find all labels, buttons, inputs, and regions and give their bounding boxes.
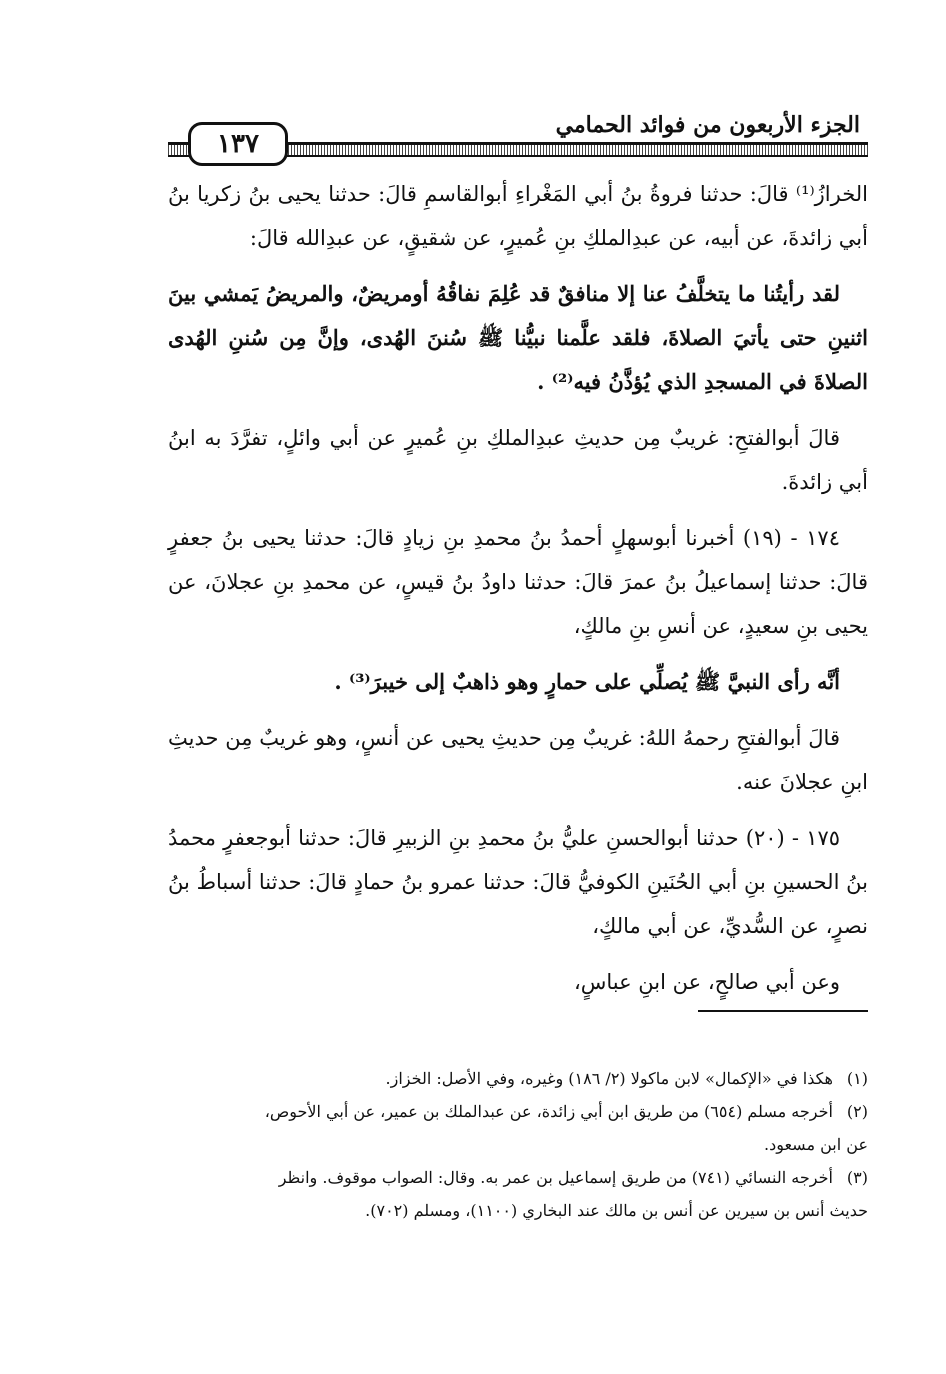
footnote-text: أخرجه النسائي (٧٤١) من طريق إسماعيل بن عمر به. وقال: الصواب موقوف. وانظر <box>278 1168 833 1187</box>
footnote-text: أخرجه مسلم (٦٥٤) من طريق ابن أبي زائدة، عن عبدالملك بن عمير، عن أبي الأحوص، <box>264 1102 833 1121</box>
footnote-2 <box>168 1095 868 1128</box>
running-title: الجزء الأربعون من فوائد الحمامي <box>555 112 860 138</box>
hadith-174-isnad: ١٧٤ - (١٩) أخبرنا أبوسهلٍ أحمدُ بنُ محمدِ بنِ زيادٍ قالَ: حدثنا يحيى بنُ جعفرٍ قالَ: حدثنا إسماعيلُ بنُ عمرَ قالَ: حدثنا داودُ بنُ قيسٍ، عن محمدِ بنِ عجلانَ، عن يحيى بنِ سعيدٍ، عن أنسِ بنِ مالكٍ، <box>168 526 868 638</box>
footnote-2-continuation: عن ابن مسعود. <box>763 1135 868 1154</box>
page-number: ١٣٧ <box>188 122 288 166</box>
footnote-text: هكذا في «الإكمال» لابن ماكولا (٢/ ١٨٦) وغيره، وفي الأصل: الخزاز. <box>385 1069 833 1088</box>
commentary-174: قالَ أبوالفتحِ رحمهُ اللهُ: غريبٌ مِن حديثِ يحيى عن أنسٍ، وهو غريبٌ مِن حديثِ ابنِ عجلانَ عنه. <box>168 726 868 794</box>
hadith-174-text: أنَّه رأى النبيَّ ﷺ يُصلِّي على حمارٍ وهو ذاهبٌ إلى خيبرَ⁽³⁾ . <box>334 669 840 694</box>
footnote-3-continuation: حديث أنس بن سيرين عن أنس بن مالك عند البخاري (١١٠٠)، ومسلم (٧٠٢). <box>365 1201 868 1220</box>
footnotes <box>168 1062 868 1227</box>
footnote-number: (٢) <box>846 1102 868 1121</box>
footnote-3 <box>168 1161 868 1194</box>
footnote-separator <box>698 1010 868 1012</box>
hadith-175-isnad: ١٧٥ - (٢٠) حدثنا أبوالحسنِ عليُّ بنُ محمدِ بنِ الزبيرِ قالَ: حدثنا أبوجعفرٍ محمدُ بنُ الحسينِ بنِ أبي الحُنَينِ الكوفيُّ قالَ: حدثنا عمرو بنُ حمادٍ قالَ: حدثنا أسباطُ بنُ نصرٍ، عن السُّديِّ، عن أبي مالكٍ، <box>168 826 868 938</box>
footnote-1 <box>168 1062 868 1095</box>
commentary-paragraph: قالَ أبوالفتحِ: غريبٌ مِن حديثِ عبدِالملكِ بنِ عُميرٍ عن أبي وائلٍ، تفرَّدَ به ابنُ أبي زائدةَ. <box>168 426 868 494</box>
paragraph-isnad-continuation: الخرازُ⁽¹⁾ قالَ: حدثنا فروةُ بنُ أبي المَغْراءِ أبوالقاسمِ قالَ: حدثنا يحيى بنُ زكريا بنُ أبي زائدةَ، عن أبيه، عن عبدِالملكِ بنِ عُميرٍ، عن شقيقٍ، عن عبدِالله قالَ: <box>168 182 868 250</box>
footnote-number: (٣) <box>846 1168 868 1187</box>
footnote-number: (١) <box>846 1069 868 1088</box>
page-header <box>168 108 868 160</box>
hadith-175-isnad-cont: وعن أبي صالحٍ، عن ابنِ عباسٍ، <box>573 970 840 994</box>
main-text <box>168 172 868 1016</box>
hadith-text: لقد رأيتُنا ما يتخلَّفُ عنا إلا منافقٌ قد عُلِمَ نفاقُهُ أومريضٌ، والمريضُ يَمشي بينَ اثنينِ حتى يأتيَ الصلاةَ، فلقد علَّمنا نبيُّنا ﷺ سُننَ الهُدى، وإنَّ مِن سُننِ الهُدى الصلاةَ في المسجدِ الذي يُؤذَّنُ فيه⁽²⁾ . <box>168 281 868 394</box>
